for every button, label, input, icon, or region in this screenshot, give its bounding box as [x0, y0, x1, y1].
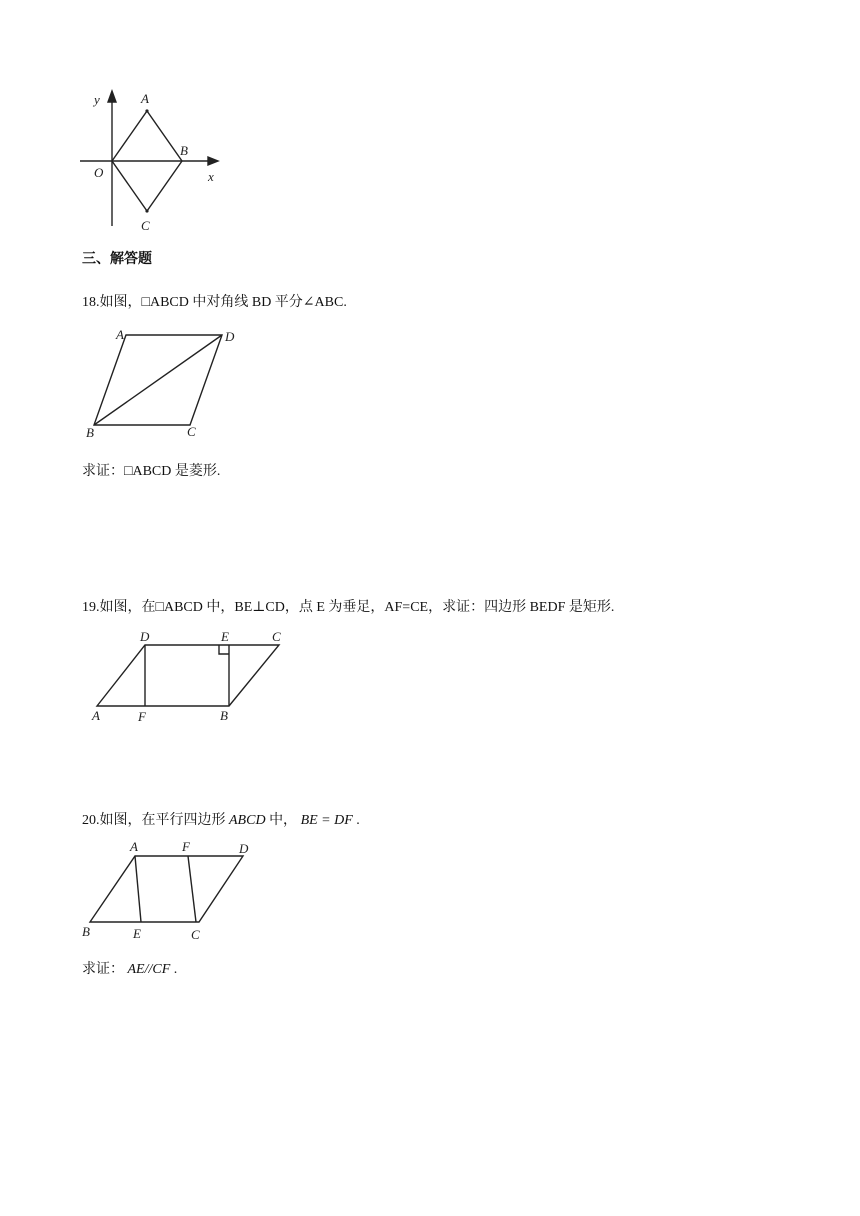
- q20-statement: [82, 809, 360, 829]
- label-E: E: [221, 629, 229, 644]
- label-x: x: [208, 169, 214, 184]
- q18-prove: 求证：□ABCD 是菱形.: [82, 464, 221, 479]
- q20-prove: [82, 958, 177, 978]
- label-C: C: [272, 629, 281, 644]
- right-angle-mark: [219, 645, 229, 654]
- point-C: [145, 209, 148, 212]
- q20-prove-math: AE//CF: [127, 962, 171, 977]
- label-D: D: [225, 329, 235, 344]
- q19-statement: 19.如图，在□ABCD 中，BE⊥CD，点 E 为垂足，AF=CE，求证：四边形 BEDF 是矩形.: [82, 600, 615, 615]
- label-F: F: [138, 709, 146, 724]
- point-A: [145, 109, 148, 112]
- q19-parallelogram-figure: [86, 626, 296, 726]
- q18-statement: 18.如图，□ABCD 中对角线 BD 平分∠ABC.: [82, 295, 347, 310]
- label-B: B: [82, 924, 90, 939]
- label-A: A: [92, 708, 100, 723]
- label-O: O: [94, 165, 104, 180]
- label-D: D: [239, 841, 249, 856]
- label-C: C: [141, 218, 150, 233]
- y-axis-arrow: [108, 91, 116, 102]
- label-F: F: [182, 839, 190, 854]
- segment-FC: [188, 856, 196, 922]
- coordinate-rhombus-figure: [70, 80, 230, 240]
- q20-prove-end: .: [170, 962, 178, 977]
- x-axis-arrow: [208, 157, 218, 165]
- q18-parallelogram-figure: [80, 326, 250, 446]
- label-A: A: [116, 327, 124, 342]
- label-E: E: [133, 926, 141, 941]
- diagonal-BD: [94, 335, 222, 425]
- label-B: B: [86, 425, 94, 440]
- section-title: 三、解答题: [82, 250, 152, 266]
- label-B: B: [220, 708, 228, 723]
- parallelogram-ABCD: [90, 856, 243, 922]
- label-C: C: [191, 927, 200, 942]
- q20-text-prefix: 20.如图，在平行四边形: [82, 813, 229, 828]
- segment-AE: [135, 856, 141, 922]
- parallelogram-ABCD: [97, 645, 279, 706]
- label-A: A: [141, 91, 149, 106]
- label-D: D: [140, 629, 150, 644]
- label-A: A: [130, 839, 138, 854]
- label-C: C: [187, 424, 196, 439]
- q20-math-be-df: BE = DF: [300, 813, 353, 828]
- label-B: B: [180, 143, 188, 158]
- label-y: y: [94, 92, 100, 107]
- q20-math-abcd: ABCD: [229, 813, 266, 828]
- q20-text-mid: 中，: [265, 813, 301, 828]
- q20-prove-prefix: 求证：: [82, 962, 128, 977]
- q20-text-end: .: [352, 813, 360, 828]
- q20-parallelogram-figure: [76, 836, 266, 946]
